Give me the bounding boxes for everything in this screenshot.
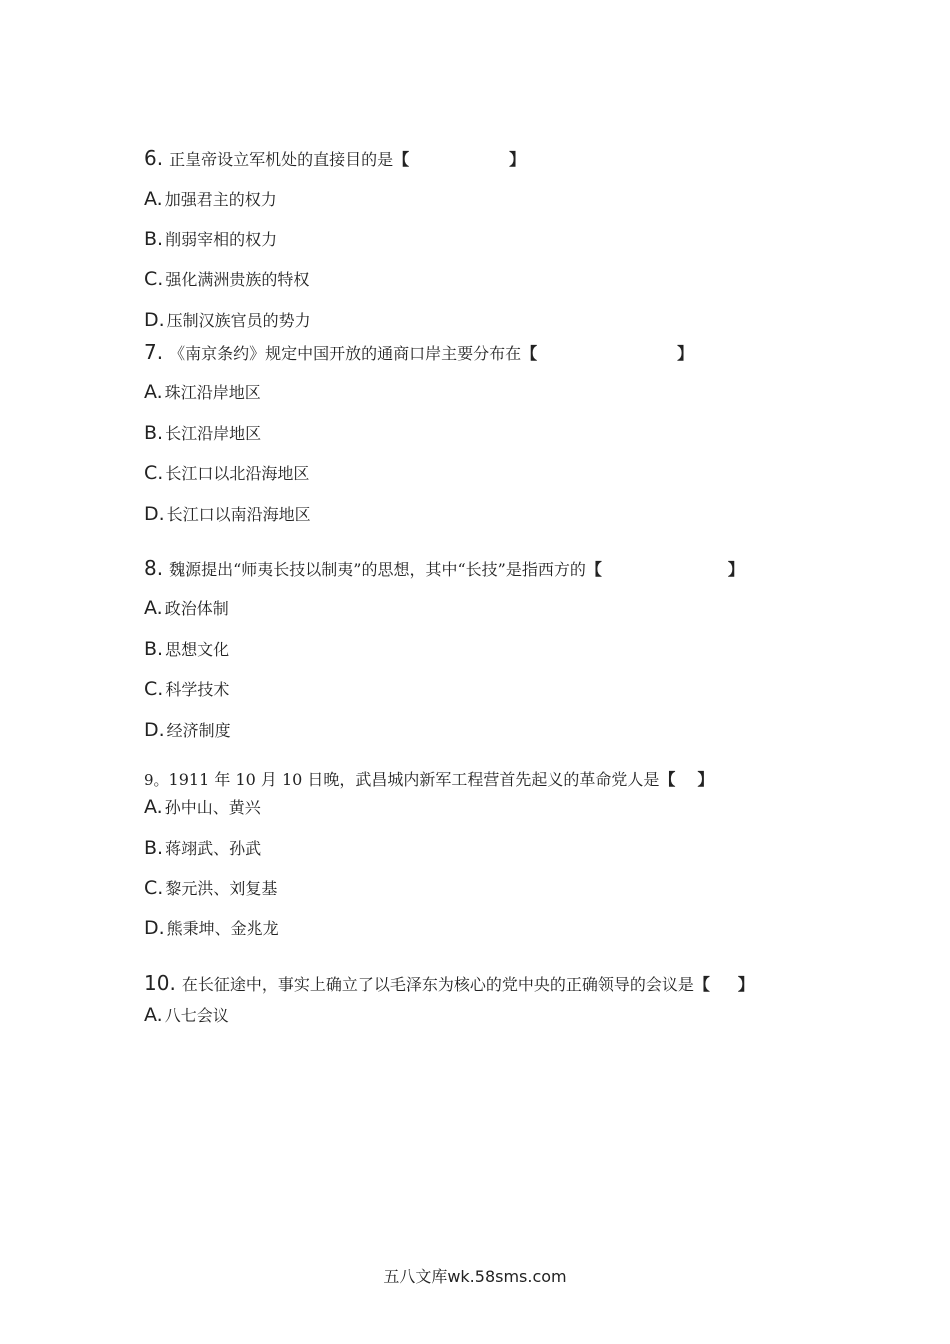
option-text: 蒋翊武、孙武	[165, 839, 262, 858]
option-text: 孙中山、黄兴	[164, 798, 261, 817]
option-text: 政治体制	[164, 599, 229, 618]
option-letter: D.	[144, 719, 165, 741]
question-8-option-c	[144, 677, 229, 701]
question-10-stem	[144, 971, 754, 995]
question-number: 10.	[144, 971, 176, 995]
answer-bracket-open: 【	[393, 150, 410, 169]
question-9-option-c	[144, 876, 277, 900]
option-letter: D.	[144, 503, 165, 525]
option-letter: B.	[144, 422, 164, 444]
option-text: 经济制度	[166, 721, 231, 740]
answer-bracket-open: 【	[659, 770, 676, 789]
answer-bracket-close: 】	[509, 150, 526, 169]
question-6-option-a	[144, 187, 277, 211]
question-8-option-d	[144, 718, 231, 742]
option-letter: C.	[144, 462, 164, 484]
option-letter: A.	[144, 597, 163, 619]
option-letter: A.	[144, 1004, 163, 1026]
answer-bracket-close: 】	[727, 560, 744, 579]
option-letter: C.	[144, 877, 164, 899]
question-9-option-d	[144, 916, 279, 940]
option-text: 珠江沿岸地区	[164, 383, 261, 402]
option-text: 黎元洪、刘复基	[165, 879, 278, 898]
question-6-stem	[144, 146, 525, 170]
option-text: 思想文化	[165, 640, 230, 659]
option-letter: D.	[144, 309, 165, 331]
question-7-option-b	[144, 421, 261, 445]
option-text: 压制汉族官员的势力	[166, 311, 311, 330]
question-9-option-a	[144, 795, 261, 819]
question-8-option-a	[144, 596, 229, 620]
option-letter: D.	[144, 917, 165, 939]
question-7-stem	[144, 340, 693, 364]
option-text: 八七会议	[164, 1006, 229, 1025]
question-7-option-a	[144, 380, 261, 404]
question-number: 7.	[144, 340, 164, 364]
question-8-stem	[144, 556, 744, 580]
option-letter: A.	[144, 796, 163, 818]
answer-bracket-open: 【	[693, 975, 710, 994]
answer-bracket-close: 】	[737, 975, 754, 994]
question-7-option-c	[144, 461, 309, 485]
question-text: 正皇帝设立军机处的直接目的是	[169, 150, 394, 169]
option-text: 削弱宰相的权力	[165, 230, 278, 249]
option-text: 科学技术	[165, 680, 230, 699]
question-8-option-b	[144, 637, 229, 661]
question-text: 魏源提出“师夷长技以制夷”的思想，其中“长技”是指西方的	[169, 560, 586, 579]
question-text: 1911 年 10 月 10 日晚，武昌城内新军工程营首先起义的革命党人是	[168, 770, 660, 789]
question-9-stem	[144, 768, 713, 792]
answer-bracket-open: 【	[521, 344, 538, 363]
answer-bracket-open: 【	[585, 560, 602, 579]
option-text: 强化满洲贵族的特权	[165, 270, 310, 289]
option-text: 熊秉坤、金兆龙	[166, 919, 279, 938]
question-text: 在长征途中，事实上确立了以毛泽东为核心的党中央的正确领导的会议是	[181, 975, 694, 994]
answer-bracket-close: 】	[697, 770, 714, 789]
question-6-option-b	[144, 227, 277, 251]
question-10-option-a	[144, 1003, 229, 1027]
option-letter: B.	[144, 837, 164, 859]
option-letter: B.	[144, 228, 164, 250]
answer-bracket-close: 】	[677, 344, 694, 363]
option-text: 长江口以南沿海地区	[166, 505, 311, 524]
option-letter: C.	[144, 678, 164, 700]
option-text: 长江沿岸地区	[165, 424, 262, 443]
question-9-option-b	[144, 836, 261, 860]
question-number: 9。	[144, 771, 169, 789]
question-number: 6.	[144, 146, 164, 170]
question-6-option-c	[144, 267, 309, 291]
footer-watermark: 五八文库wk.58sms.com	[383, 1267, 567, 1286]
question-text: 《南京条约》规定中国开放的通商口岸主要分布在	[169, 344, 522, 363]
option-letter: C.	[144, 268, 164, 290]
question-6-option-d	[144, 308, 311, 332]
question-number: 8.	[144, 556, 164, 580]
option-letter: A.	[144, 188, 163, 210]
option-text: 加强君主的权力	[164, 190, 277, 209]
option-text: 长江口以北沿海地区	[165, 464, 310, 483]
question-7-option-d	[144, 502, 311, 526]
option-letter: B.	[144, 638, 164, 660]
option-letter: A.	[144, 381, 163, 403]
